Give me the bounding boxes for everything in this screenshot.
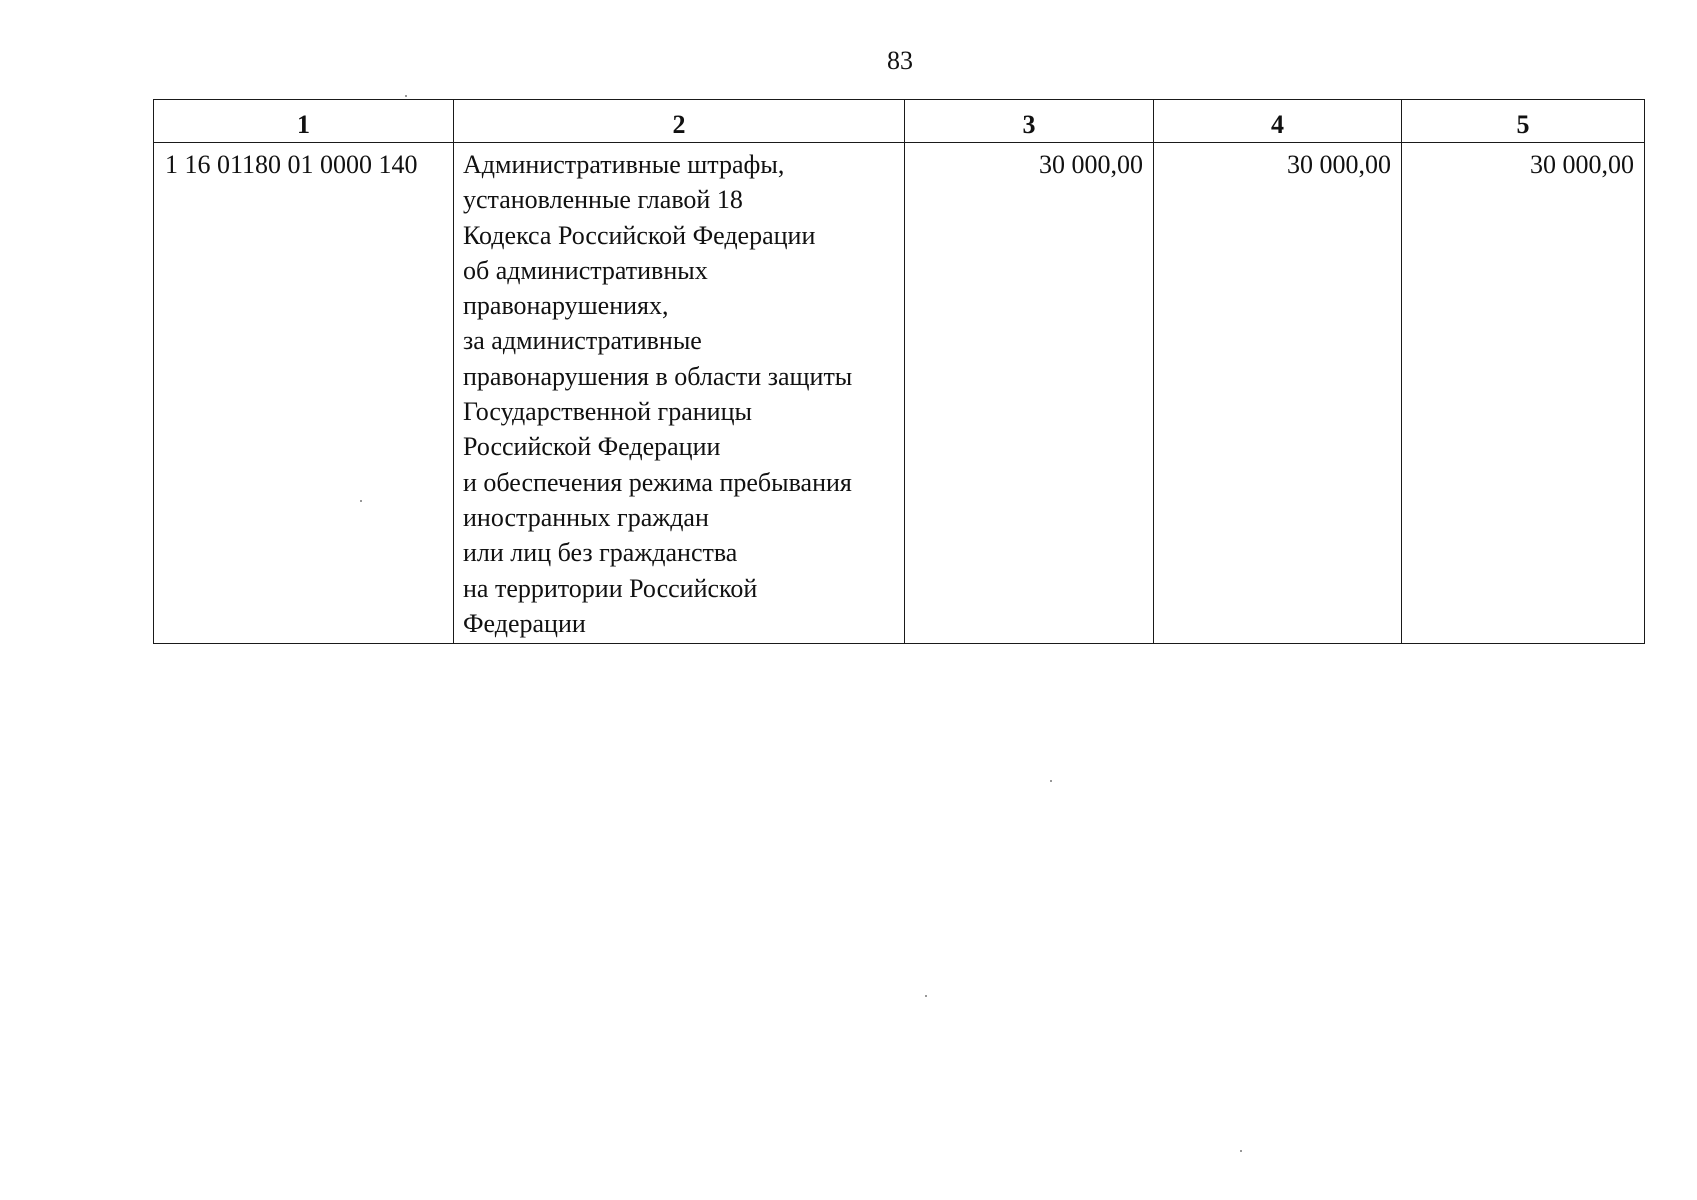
scan-speck [360, 500, 362, 502]
income-name-line: Кодекса Российской Федерации [463, 220, 816, 250]
table-row [154, 143, 1645, 644]
income-name-line: Государственной границы [463, 397, 752, 427]
scan-speck [1240, 1150, 1242, 1152]
scan-speck [405, 95, 407, 97]
income-name-cell [454, 143, 905, 644]
amount-cell-col-5: 30 000,00 [1402, 143, 1645, 644]
income-name-line: об административных [463, 255, 708, 285]
header-cell-2: 2 [454, 100, 905, 143]
page-number: 83 [887, 46, 913, 75]
income-name-line: за административные [463, 326, 702, 356]
header-cell-3: 3 [905, 100, 1154, 143]
budget-table [153, 99, 1645, 644]
income-name-line: Административные штрафы, [463, 150, 785, 179]
income-name-line: и обеспечения режима пребывания [463, 467, 852, 497]
scan-speck [925, 995, 927, 997]
amount-cell-col-4: 30 000,00 [1154, 143, 1402, 644]
income-name-line: Федерации [463, 608, 586, 638]
header-cell-1: 1 [154, 100, 454, 143]
income-name-line: иностранных граждан [463, 502, 709, 532]
scan-speck [1050, 780, 1052, 782]
income-name-line: Российской Федерации [463, 432, 721, 462]
header-cell-5: 5 [1402, 100, 1645, 143]
income-name-line: на территории Российской [463, 573, 758, 603]
header-row [154, 100, 1645, 143]
income-name-line: правонарушениях, [463, 291, 669, 321]
header-cell-4: 4 [1154, 100, 1402, 143]
amount-cell-col-3: 30 000,00 [905, 143, 1154, 644]
income-name-line: установленные главой 18 [463, 185, 743, 215]
income-code-cell: 1 16 01180 01 0000 140 [154, 143, 454, 644]
income-name-line: правонарушения в области защиты [463, 361, 853, 391]
income-name-line: или лиц без гражданства [463, 538, 738, 568]
